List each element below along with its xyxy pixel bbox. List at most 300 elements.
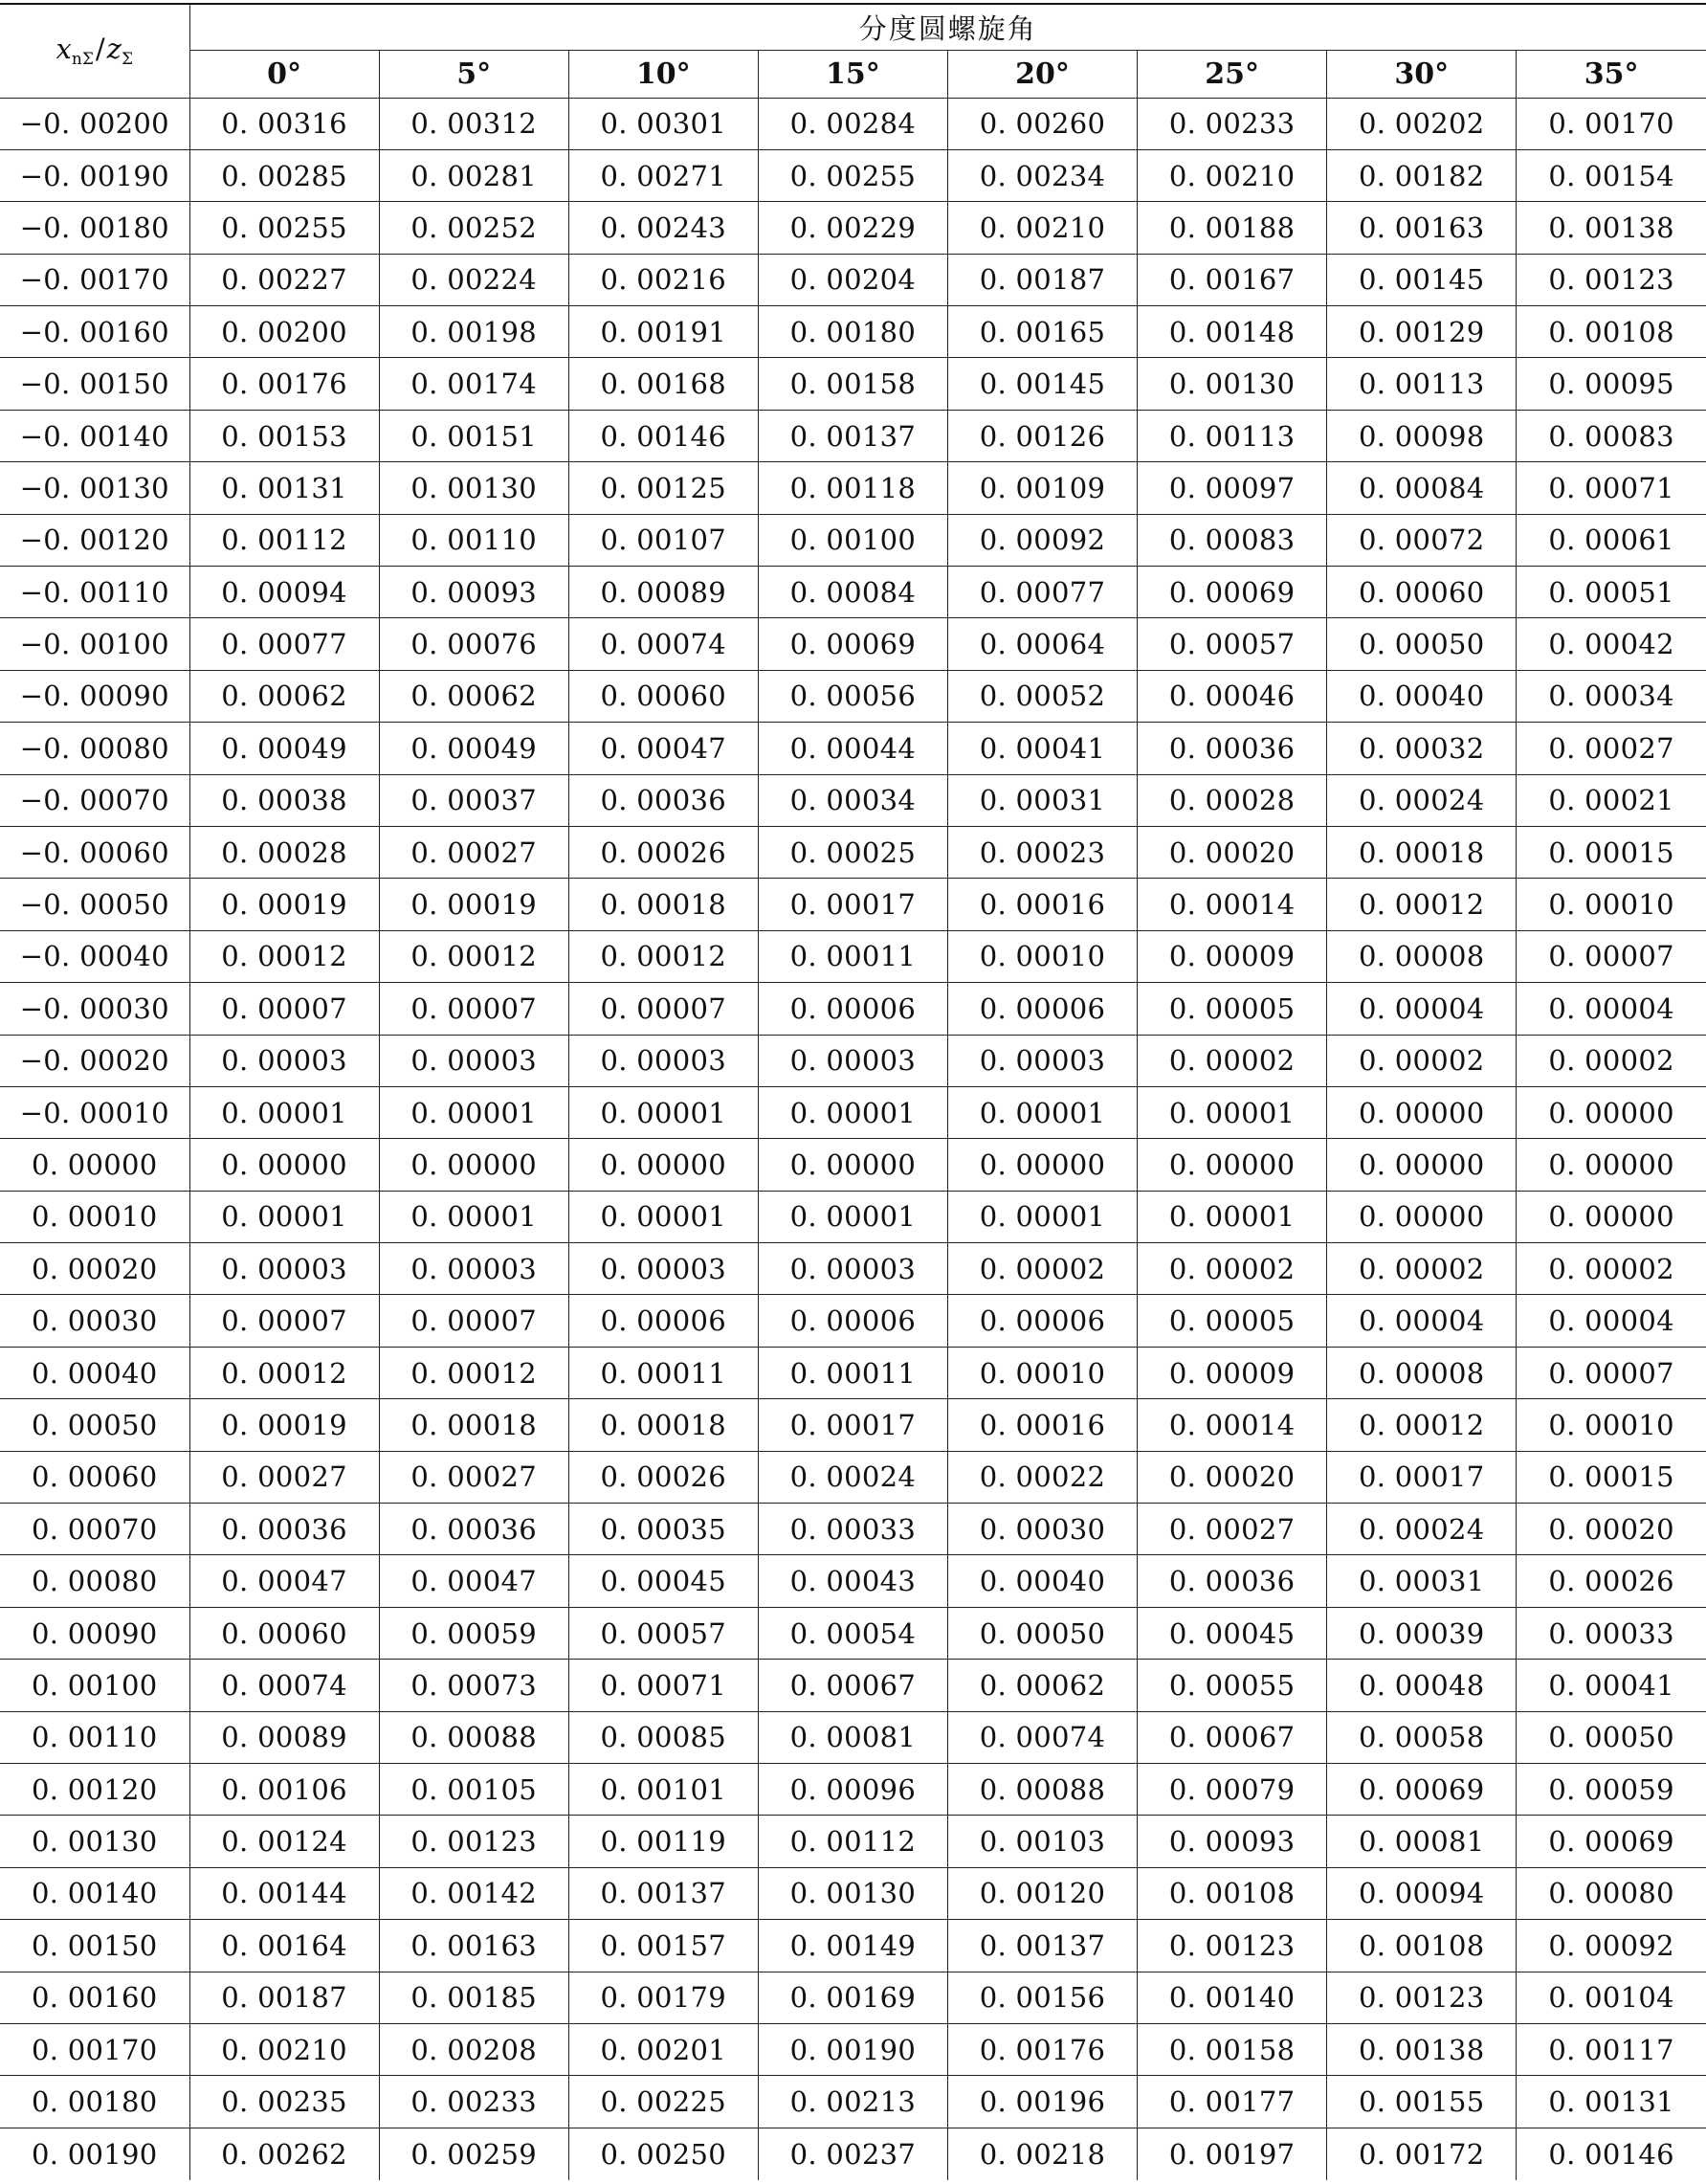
- table-cell: 0. 00104: [1517, 1972, 1706, 2023]
- table-cell: 0. 00005: [1138, 1295, 1327, 1347]
- table-cell: 0. 00026: [1517, 1555, 1706, 1607]
- table-row: [0, 1920, 1706, 1972]
- table-cell: 0. 00088: [379, 1711, 568, 1763]
- table-cell: 0. 00058: [1327, 1711, 1517, 1763]
- table-cell: 0. 00105: [379, 1764, 568, 1816]
- table-cell: 0. 00000: [1327, 1191, 1517, 1242]
- table-cell: 0. 00060: [1327, 567, 1517, 618]
- table-cell: 0. 00005: [1138, 983, 1327, 1035]
- table-cell: 0. 00101: [568, 1764, 758, 1816]
- angle-header-cell: 35°: [1517, 50, 1706, 98]
- table-row: [0, 826, 1706, 878]
- row-header-cell: 0. 00060: [0, 1451, 189, 1503]
- table-cell: 0. 00067: [758, 1660, 947, 1711]
- table-cell: 0. 00140: [1138, 1972, 1327, 2023]
- row-header-cell: 0. 00050: [0, 1399, 189, 1451]
- table-cell: 0. 00001: [568, 1086, 758, 1138]
- table-cell: 0. 00204: [758, 254, 947, 305]
- table-cell: 0. 00085: [568, 1711, 758, 1763]
- table-cell: 0. 00028: [1138, 774, 1327, 826]
- table-cell: 0. 00050: [1517, 1711, 1706, 1763]
- table-cell: 0. 00262: [189, 2128, 379, 2179]
- table-row: [0, 1711, 1706, 1763]
- row-header-cell: −0. 00100: [0, 618, 189, 670]
- table-cell: 0. 00077: [189, 618, 379, 670]
- table-cell: 0. 00168: [568, 358, 758, 410]
- table-cell: 0. 00017: [758, 879, 947, 930]
- table-cell: 0. 00001: [1138, 1086, 1327, 1138]
- table-cell: 0. 00027: [379, 1451, 568, 1503]
- table-cell: 0. 00001: [568, 1191, 758, 1242]
- table-row: [0, 567, 1706, 618]
- table-cell: 0. 00243: [568, 202, 758, 254]
- angle-header-cell: 10°: [568, 50, 758, 98]
- table-cell: 0. 00002: [1517, 1035, 1706, 1086]
- table-cell: 0. 00016: [947, 879, 1137, 930]
- table-cell: 0. 00012: [1327, 879, 1517, 930]
- table-cell: 0. 00227: [189, 254, 379, 305]
- table-cell: 0. 00003: [379, 1243, 568, 1295]
- angle-header-cell: 25°: [1138, 50, 1327, 98]
- table-cell: 0. 00094: [1327, 1867, 1517, 1919]
- table-cell: 0. 00129: [1327, 306, 1517, 358]
- row-header-cell: 0. 00170: [0, 2023, 189, 2075]
- table-cell: 0. 00187: [947, 254, 1137, 305]
- table-cell: 0. 00009: [1138, 1347, 1327, 1398]
- table-cell: 0. 00074: [947, 1711, 1137, 1763]
- table-cell: 0. 00050: [1327, 618, 1517, 670]
- table-cell: 0. 00051: [1517, 567, 1706, 618]
- table-cell: 0. 00008: [1327, 930, 1517, 982]
- table-cell: 0. 00000: [1327, 1139, 1517, 1191]
- table-row: [0, 98, 1706, 149]
- row-header-cell: −0. 00060: [0, 826, 189, 878]
- table-cell: 0. 00003: [947, 1035, 1137, 1086]
- table-cell: 0. 00062: [947, 1660, 1137, 1711]
- row-header-cell: −0. 00120: [0, 514, 189, 566]
- table-cell: 0. 00002: [1138, 1243, 1327, 1295]
- table-cell: 0. 00146: [568, 410, 758, 461]
- table-cell: 0. 00001: [189, 1086, 379, 1138]
- table-cell: 0. 00036: [1138, 1555, 1327, 1607]
- table-cell: 0. 00144: [189, 1867, 379, 1919]
- table-cell: 0. 00200: [189, 306, 379, 358]
- table-cell: 0. 00012: [1327, 1399, 1517, 1451]
- table-cell: 0. 00107: [568, 514, 758, 566]
- table-cell: 0. 00047: [568, 723, 758, 774]
- table-cell: 0. 00069: [1517, 1816, 1706, 1867]
- table-cell: 0. 00201: [568, 2023, 758, 2075]
- table-cell: 0. 00089: [568, 567, 758, 618]
- angle-header-cell: 15°: [758, 50, 947, 98]
- table-cell: 0. 00031: [947, 774, 1137, 826]
- table-cell: 0. 00088: [947, 1764, 1137, 1816]
- table-cell: 0. 00014: [1138, 1399, 1327, 1451]
- table-cell: 0. 00185: [379, 1972, 568, 2023]
- table-cell: 0. 00210: [1138, 149, 1327, 201]
- table-cell: 0. 00006: [947, 983, 1137, 1035]
- table-cell: 0. 00061: [1517, 514, 1706, 566]
- table-cell: 0. 00002: [1327, 1035, 1517, 1086]
- row-header-cell: 0. 00040: [0, 1347, 189, 1398]
- table-cell: 0. 00022: [947, 1451, 1137, 1503]
- corner-x-sub: nΣ: [71, 50, 94, 70]
- table-cell: 0. 00011: [568, 1347, 758, 1398]
- table-row: [0, 2023, 1706, 2075]
- table-cell: 0. 00018: [1327, 826, 1517, 878]
- table-cell: 0. 00234: [947, 149, 1137, 201]
- table-cell: 0. 00026: [568, 826, 758, 878]
- table-cell: 0. 00055: [1138, 1660, 1327, 1711]
- table-cell: 0. 00093: [379, 567, 568, 618]
- table-row: [0, 618, 1706, 670]
- table-row: [0, 410, 1706, 461]
- table-cell: 0. 00197: [1138, 2128, 1327, 2179]
- table-cell: 0. 00003: [758, 1243, 947, 1295]
- table-cell: 0. 00158: [758, 358, 947, 410]
- helix-angle-group-header: 分度圆螺旋角: [189, 4, 1706, 50]
- table-cell: 0. 00036: [189, 1504, 379, 1555]
- row-header-cell: −0. 00160: [0, 306, 189, 358]
- table-cell: 0. 00229: [758, 202, 947, 254]
- table-cell: 0. 00079: [1138, 1764, 1327, 1816]
- table-cell: 0. 00006: [568, 1295, 758, 1347]
- row-header-cell: 0. 00120: [0, 1764, 189, 1816]
- table-cell: 0. 00123: [1138, 1920, 1327, 1972]
- table-cell: 0. 00057: [1138, 618, 1327, 670]
- table-row: [0, 149, 1706, 201]
- table-cell: 0. 00036: [568, 774, 758, 826]
- table-cell: 0. 00216: [568, 254, 758, 305]
- table-cell: 0. 00012: [189, 930, 379, 982]
- table-cell: 0. 00137: [758, 410, 947, 461]
- table-cell: 0. 00233: [379, 2076, 568, 2128]
- table-cell: 0. 00030: [947, 1504, 1137, 1555]
- table-cell: 0. 00109: [947, 462, 1137, 514]
- table-cell: 0. 00138: [1517, 202, 1706, 254]
- table-cell: 0. 00117: [1517, 2023, 1706, 2075]
- row-header-cell: 0. 00110: [0, 1711, 189, 1763]
- row-header-cell: 0. 00020: [0, 1243, 189, 1295]
- table-cell: 0. 00126: [947, 410, 1137, 461]
- table-cell: 0. 00069: [1138, 567, 1327, 618]
- table-cell: 0. 00210: [947, 202, 1137, 254]
- corner-z: z: [106, 33, 122, 66]
- row-header-cell: 0. 00150: [0, 1920, 189, 1972]
- table-cell: 0. 00156: [947, 1972, 1137, 2023]
- table-row: [0, 1035, 1706, 1086]
- table-cell: 0. 00007: [379, 1295, 568, 1347]
- table-cell: 0. 00071: [568, 1660, 758, 1711]
- table-cell: 0. 00020: [1517, 1504, 1706, 1555]
- table-row: [0, 1451, 1706, 1503]
- table-cell: 0. 00001: [947, 1191, 1137, 1242]
- table-cell: 0. 00084: [1327, 462, 1517, 514]
- table-cell: 0. 00037: [379, 774, 568, 826]
- table-cell: 0. 00093: [1138, 1816, 1327, 1867]
- table-cell: 0. 00191: [568, 306, 758, 358]
- row-header-cell: −0. 00080: [0, 723, 189, 774]
- table-cell: 0. 00015: [1517, 1451, 1706, 1503]
- row-header-cell: −0. 00030: [0, 983, 189, 1035]
- row-header-cell: 0. 00080: [0, 1555, 189, 1607]
- table-row: [0, 1139, 1706, 1191]
- row-header-cell: 0. 00000: [0, 1139, 189, 1191]
- table-cell: 0. 00012: [379, 1347, 568, 1398]
- table-cell: 0. 00007: [1517, 930, 1706, 982]
- table-cell: 0. 00188: [1138, 202, 1327, 254]
- table-cell: 0. 00118: [758, 462, 947, 514]
- table-cell: 0. 00250: [568, 2128, 758, 2179]
- corner-z-sub: Σ: [121, 50, 133, 70]
- table-cell: 0. 00003: [189, 1035, 379, 1086]
- table-cell: 0. 00164: [189, 1920, 379, 1972]
- table-cell: 0. 00100: [758, 514, 947, 566]
- row-header-cell: −0. 00090: [0, 670, 189, 722]
- table-cell: 0. 00174: [379, 358, 568, 410]
- table-cell: 0. 00001: [758, 1086, 947, 1138]
- row-header-cell: 0. 00190: [0, 2128, 189, 2179]
- table-row: [0, 514, 1706, 566]
- table-cell: 0. 00158: [1138, 2023, 1327, 2075]
- table-cell: 0. 00040: [947, 1555, 1137, 1607]
- table-cell: 0. 00130: [758, 1867, 947, 1919]
- table-cell: 0. 00011: [758, 930, 947, 982]
- row-header-cell: −0. 00140: [0, 410, 189, 461]
- table-cell: 0. 00260: [947, 98, 1137, 149]
- table-cell: 0. 00001: [189, 1191, 379, 1242]
- table-cell: 0. 00025: [758, 826, 947, 878]
- table-cell: 0. 00010: [947, 1347, 1137, 1398]
- table-cell: 0. 00020: [1138, 826, 1327, 878]
- table-row: [0, 723, 1706, 774]
- row-header-cell: 0. 00090: [0, 1607, 189, 1659]
- table-cell: 0. 00004: [1327, 1295, 1517, 1347]
- table-cell: 0. 00007: [189, 983, 379, 1035]
- table-cell: 0. 00001: [947, 1086, 1137, 1138]
- table-cell: 0. 00103: [947, 1816, 1137, 1867]
- table-cell: 0. 00169: [758, 1972, 947, 2023]
- table-cell: 0. 00106: [189, 1764, 379, 1816]
- table-cell: 0. 00016: [947, 1399, 1137, 1451]
- table-body: [0, 98, 1706, 2180]
- table-cell: 0. 00072: [1327, 514, 1517, 566]
- table-cell: 0. 00020: [1138, 1451, 1327, 1503]
- table-cell: 0. 00034: [758, 774, 947, 826]
- table-cell: 0. 00094: [189, 567, 379, 618]
- table-cell: 0. 00000: [1517, 1086, 1706, 1138]
- table-cell: 0. 00017: [758, 1399, 947, 1451]
- table-cell: 0. 00000: [568, 1139, 758, 1191]
- table-cell: 0. 00033: [758, 1504, 947, 1555]
- row-header-cell: 0. 00160: [0, 1972, 189, 2023]
- table-cell: 0. 00198: [379, 306, 568, 358]
- table-cell: 0. 00148: [1138, 306, 1327, 358]
- row-header-cell: −0. 00200: [0, 98, 189, 149]
- table-cell: 0. 00081: [758, 1711, 947, 1763]
- table-cell: 0. 00301: [568, 98, 758, 149]
- table-cell: 0. 00040: [1327, 670, 1517, 722]
- table-cell: 0. 00033: [1517, 1607, 1706, 1659]
- table-cell: 0. 00015: [1517, 826, 1706, 878]
- table-cell: 0. 00316: [189, 98, 379, 149]
- table-cell: 0. 00145: [1327, 254, 1517, 305]
- table-cell: 0. 00006: [758, 1295, 947, 1347]
- table-cell: 0. 00000: [1517, 1191, 1706, 1242]
- table-cell: 0. 00225: [568, 2076, 758, 2128]
- table-cell: 0. 00032: [1327, 723, 1517, 774]
- table-row: [0, 202, 1706, 254]
- table-cell: 0. 00131: [189, 462, 379, 514]
- table-cell: 0. 00006: [947, 1295, 1137, 1347]
- table-cell: 0. 00000: [1327, 1086, 1517, 1138]
- table-row: [0, 2076, 1706, 2128]
- table-row: [0, 1191, 1706, 1242]
- table-cell: 0. 00046: [1138, 670, 1327, 722]
- table-cell: 0. 00060: [189, 1607, 379, 1659]
- table-cell: 0. 00062: [379, 670, 568, 722]
- table-cell: 0. 00113: [1138, 410, 1327, 461]
- table-cell: 0. 00009: [1138, 930, 1327, 982]
- row-header-cell: 0. 00140: [0, 1867, 189, 1919]
- table-cell: 0. 00089: [189, 1711, 379, 1763]
- table-cell: 0. 00018: [568, 879, 758, 930]
- table-cell: 0. 00039: [1327, 1607, 1517, 1659]
- table-cell: 0. 00041: [1517, 1660, 1706, 1711]
- table-cell: 0. 00003: [758, 1035, 947, 1086]
- table-row: [0, 1399, 1706, 1451]
- table-cell: 0. 00008: [1327, 1347, 1517, 1398]
- table-row: [0, 358, 1706, 410]
- table-cell: 0. 00048: [1327, 1660, 1517, 1711]
- row-header-cell: −0. 00050: [0, 879, 189, 930]
- table-cell: 0. 00281: [379, 149, 568, 201]
- table-cell: 0. 00002: [947, 1243, 1137, 1295]
- table-cell: 0. 00069: [1327, 1764, 1517, 1816]
- table-cell: 0. 00047: [189, 1555, 379, 1607]
- row-header-cell: −0. 00010: [0, 1086, 189, 1138]
- row-header-cell: 0. 00180: [0, 2076, 189, 2128]
- table-cell: 0. 00000: [1517, 1139, 1706, 1191]
- table-cell: 0. 00108: [1517, 306, 1706, 358]
- table-cell: 0. 00004: [1327, 983, 1517, 1035]
- table-row: [0, 1764, 1706, 1816]
- table-cell: 0. 00010: [947, 930, 1137, 982]
- table-cell: 0. 00224: [379, 254, 568, 305]
- table-cell: 0. 00024: [1327, 774, 1517, 826]
- table-cell: 0. 00054: [758, 1607, 947, 1659]
- table-cell: 0. 00036: [379, 1504, 568, 1555]
- table-cell: 0. 00163: [1327, 202, 1517, 254]
- table-cell: 0. 00284: [758, 98, 947, 149]
- table-cell: 0. 00077: [947, 567, 1137, 618]
- table-cell: 0. 00021: [1517, 774, 1706, 826]
- row-header-cell: −0. 00020: [0, 1035, 189, 1086]
- table-cell: 0. 00035: [568, 1504, 758, 1555]
- table-cell: 0. 00131: [1517, 2076, 1706, 2128]
- table-cell: 0. 00001: [379, 1086, 568, 1138]
- angle-header-cell: 5°: [379, 50, 568, 98]
- table-cell: 0. 00252: [379, 202, 568, 254]
- table-cell: 0. 00027: [189, 1451, 379, 1503]
- table-cell: 0. 00172: [1327, 2128, 1517, 2179]
- table-cell: 0. 00271: [568, 149, 758, 201]
- table-cell: 0. 00110: [379, 514, 568, 566]
- table-cell: 0. 00047: [379, 1555, 568, 1607]
- table-cell: 0. 00007: [189, 1295, 379, 1347]
- table-cell: 0. 00007: [379, 983, 568, 1035]
- table-cell: 0. 00044: [758, 723, 947, 774]
- table-cell: 0. 00023: [947, 826, 1137, 878]
- table-cell: 0. 00001: [758, 1191, 947, 1242]
- row-header-cell: 0. 00130: [0, 1816, 189, 1867]
- table-cell: 0. 00007: [568, 983, 758, 1035]
- table-cell: 0. 00151: [379, 410, 568, 461]
- row-header-cell: −0. 00190: [0, 149, 189, 201]
- table-cell: 0. 00027: [1138, 1504, 1327, 1555]
- table-cell: 0. 00167: [1138, 254, 1327, 305]
- table-cell: 0. 00176: [947, 2023, 1137, 2075]
- table-cell: 0. 00130: [379, 462, 568, 514]
- table-cell: 0. 00069: [758, 618, 947, 670]
- table-cell: 0. 00180: [758, 306, 947, 358]
- table-cell: 0. 00098: [1327, 410, 1517, 461]
- table-cell: 0. 00137: [568, 1867, 758, 1919]
- table-cell: 0. 00002: [1517, 1243, 1706, 1295]
- table-cell: 0. 00112: [758, 1816, 947, 1867]
- table-cell: 0. 00137: [947, 1920, 1137, 1972]
- table-cell: 0. 00019: [189, 1399, 379, 1451]
- table-cell: 0. 00157: [568, 1920, 758, 1972]
- row-header-cell: −0. 00110: [0, 567, 189, 618]
- table-row: [0, 1555, 1706, 1607]
- table-cell: 0. 00067: [1138, 1711, 1327, 1763]
- angle-header-cell: 30°: [1327, 50, 1517, 98]
- table-cell: 0. 00011: [758, 1347, 947, 1398]
- table-cell: 0. 00031: [1327, 1555, 1517, 1607]
- table-cell: 0. 00153: [189, 410, 379, 461]
- row-header-cell: 0. 00070: [0, 1504, 189, 1555]
- table-cell: 0. 00000: [758, 1139, 947, 1191]
- table-cell: 0. 00255: [189, 202, 379, 254]
- table-cell: 0. 00073: [379, 1660, 568, 1711]
- table-cell: 0. 00080: [1517, 1867, 1706, 1919]
- table-row: [0, 1086, 1706, 1138]
- table-cell: 0. 00074: [189, 1660, 379, 1711]
- row-header-cell: −0. 00070: [0, 774, 189, 826]
- table-row: [0, 462, 1706, 514]
- table-cell: 0. 00124: [189, 1816, 379, 1867]
- table-cell: 0. 00003: [568, 1243, 758, 1295]
- row-header-cell: 0. 00010: [0, 1191, 189, 1242]
- table-cell: 0. 00123: [1327, 1972, 1517, 2023]
- table-cell: 0. 00235: [189, 2076, 379, 2128]
- table-cell: 0. 00190: [758, 2023, 947, 2075]
- table-cell: 0. 00038: [189, 774, 379, 826]
- table-cell: 0. 00119: [568, 1816, 758, 1867]
- table-cell: 0. 00000: [947, 1139, 1137, 1191]
- table-cell: 0. 00002: [1138, 1035, 1327, 1086]
- table-cell: 0. 00170: [1517, 98, 1706, 149]
- table-cell: 0. 00004: [1517, 1295, 1706, 1347]
- table-cell: 0. 00024: [758, 1451, 947, 1503]
- table-cell: 0. 00057: [568, 1607, 758, 1659]
- table-cell: 0. 00056: [758, 670, 947, 722]
- row-header-cell: −0. 00170: [0, 254, 189, 305]
- table-cell: 0. 00092: [1517, 1920, 1706, 1972]
- table-cell: 0. 00012: [189, 1347, 379, 1398]
- table-cell: 0. 00237: [758, 2128, 947, 2179]
